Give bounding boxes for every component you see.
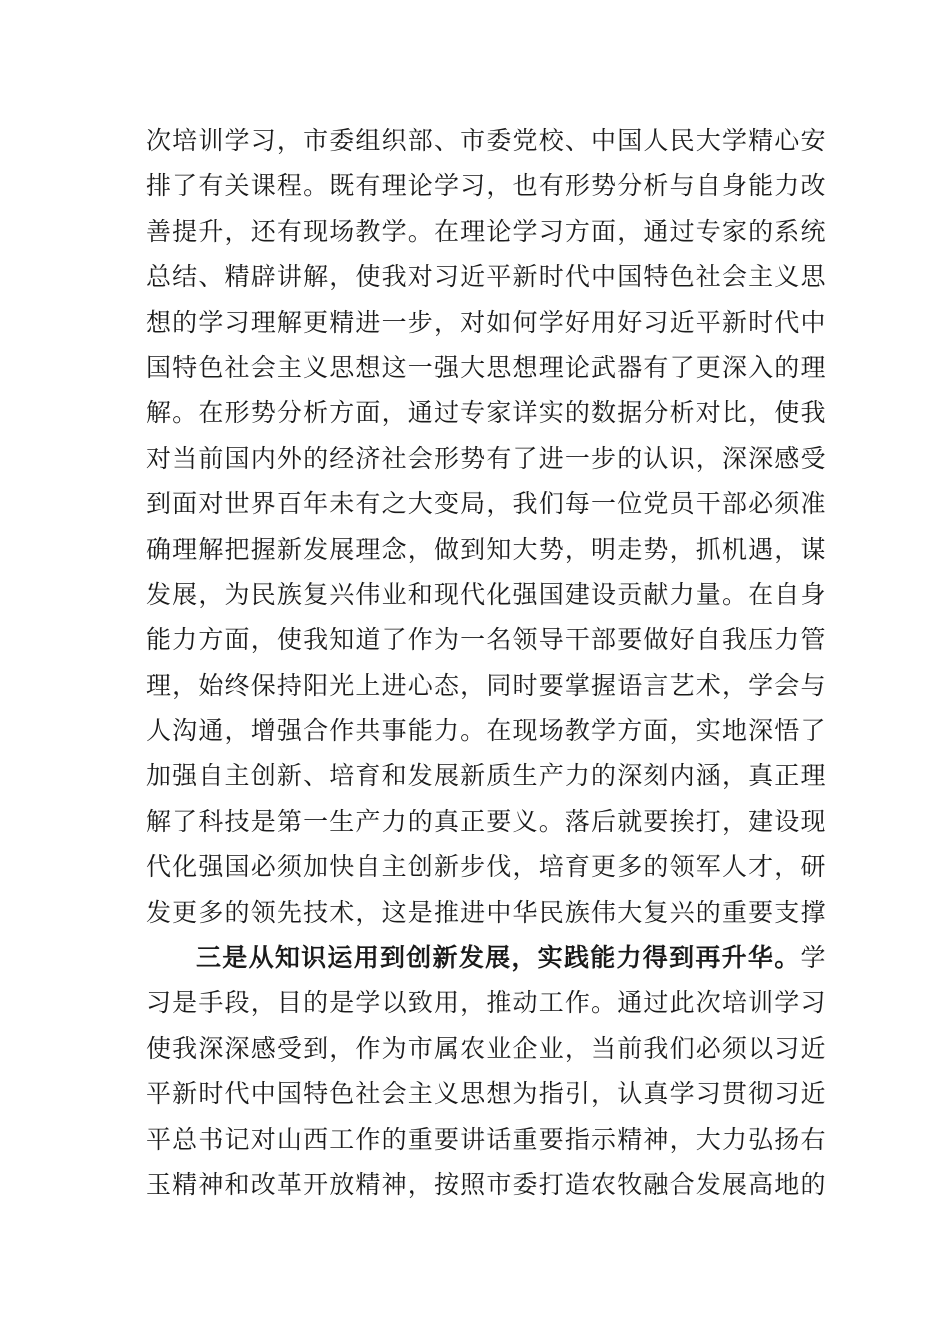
text-line: 次培训学习，市委组织部、市委党校、中国人民大学精心安 xyxy=(146,126,826,155)
text-line: 能力方面，使我知道了作为一名领导干部要做好自我压力管 xyxy=(146,625,826,655)
section-heading-tail: 学 xyxy=(800,943,826,973)
body-text xyxy=(146,118,826,1207)
text-line: 总结、精辟讲解，使我对习近平新时代中国特色社会主义思 xyxy=(146,262,826,292)
text-line: 平新时代中国特色社会主义思想为指引，认真学习贯彻习近 xyxy=(146,1079,826,1109)
text-line: 解。在形势分析方面，通过专家详实的数据分析对比，使我 xyxy=(146,398,826,428)
text-line: 善提升，还有现场教学。在理论学习方面，通过专家的系统 xyxy=(146,216,826,246)
text-line: 确理解把握新发展理念，做到知大势，明走势，抓机遇，谋 xyxy=(146,534,826,564)
text-line: 使我深深感受到，作为市属农业企业，当前我们必须以习近 xyxy=(146,1033,826,1063)
text-line: 平总书记对山西工作的重要讲话重要指示精神，大力弘扬右 xyxy=(146,1124,826,1154)
section-heading: 三是从知识运用到创新发展，实践能力得到再升华。 xyxy=(196,943,801,973)
text-line: 对当前国内外的经济社会形势有了进一步的认识，深深感受 xyxy=(146,443,826,473)
text-line: 发展，为民族复兴伟业和现代化强国建设贡献力量。在自身 xyxy=(146,579,826,609)
text-line: 排了有关课程。既有理论学习，也有形势分析与自身能力改 xyxy=(146,171,826,201)
text-line: 人沟通，增强合作共事能力。在现场教学方面，实地深悟了 xyxy=(146,716,826,746)
text-line: 国特色社会主义思想这一强大思想理论武器有了更深入的理 xyxy=(146,352,826,382)
text-line: 到面对世界百年未有之大变局，我们每一位党员干部必须准 xyxy=(146,489,826,519)
text-line: 想的学习理解更精进一步，对如何学好用好习近平新时代中 xyxy=(146,307,826,337)
text-line: 加强自主创新、培育和发展新质生产力的深刻内涵，真正理 xyxy=(146,761,826,791)
text-line: 解了科技是第一生产力的真正要义。落后就要挨打，建设现 xyxy=(146,806,826,836)
text-line: 发更多的领先技术，这是推进中华民族伟大复兴的重要支撑 xyxy=(146,897,826,927)
section-first-line xyxy=(146,935,826,980)
text-line: 习是手段，目的是学以致用，推动工作。通过此次培训学习 xyxy=(146,988,826,1018)
text-line: 理，始终保持阳光上进心态，同时要掌握语言艺术，学会与 xyxy=(146,670,826,700)
text-line: 玉精神和改革开放精神，按照市委打造农牧融合发展高地的 xyxy=(146,1169,826,1199)
text-line: 代化强国必须加快自主创新步伐，培育更多的领军人才，研 xyxy=(146,852,826,882)
